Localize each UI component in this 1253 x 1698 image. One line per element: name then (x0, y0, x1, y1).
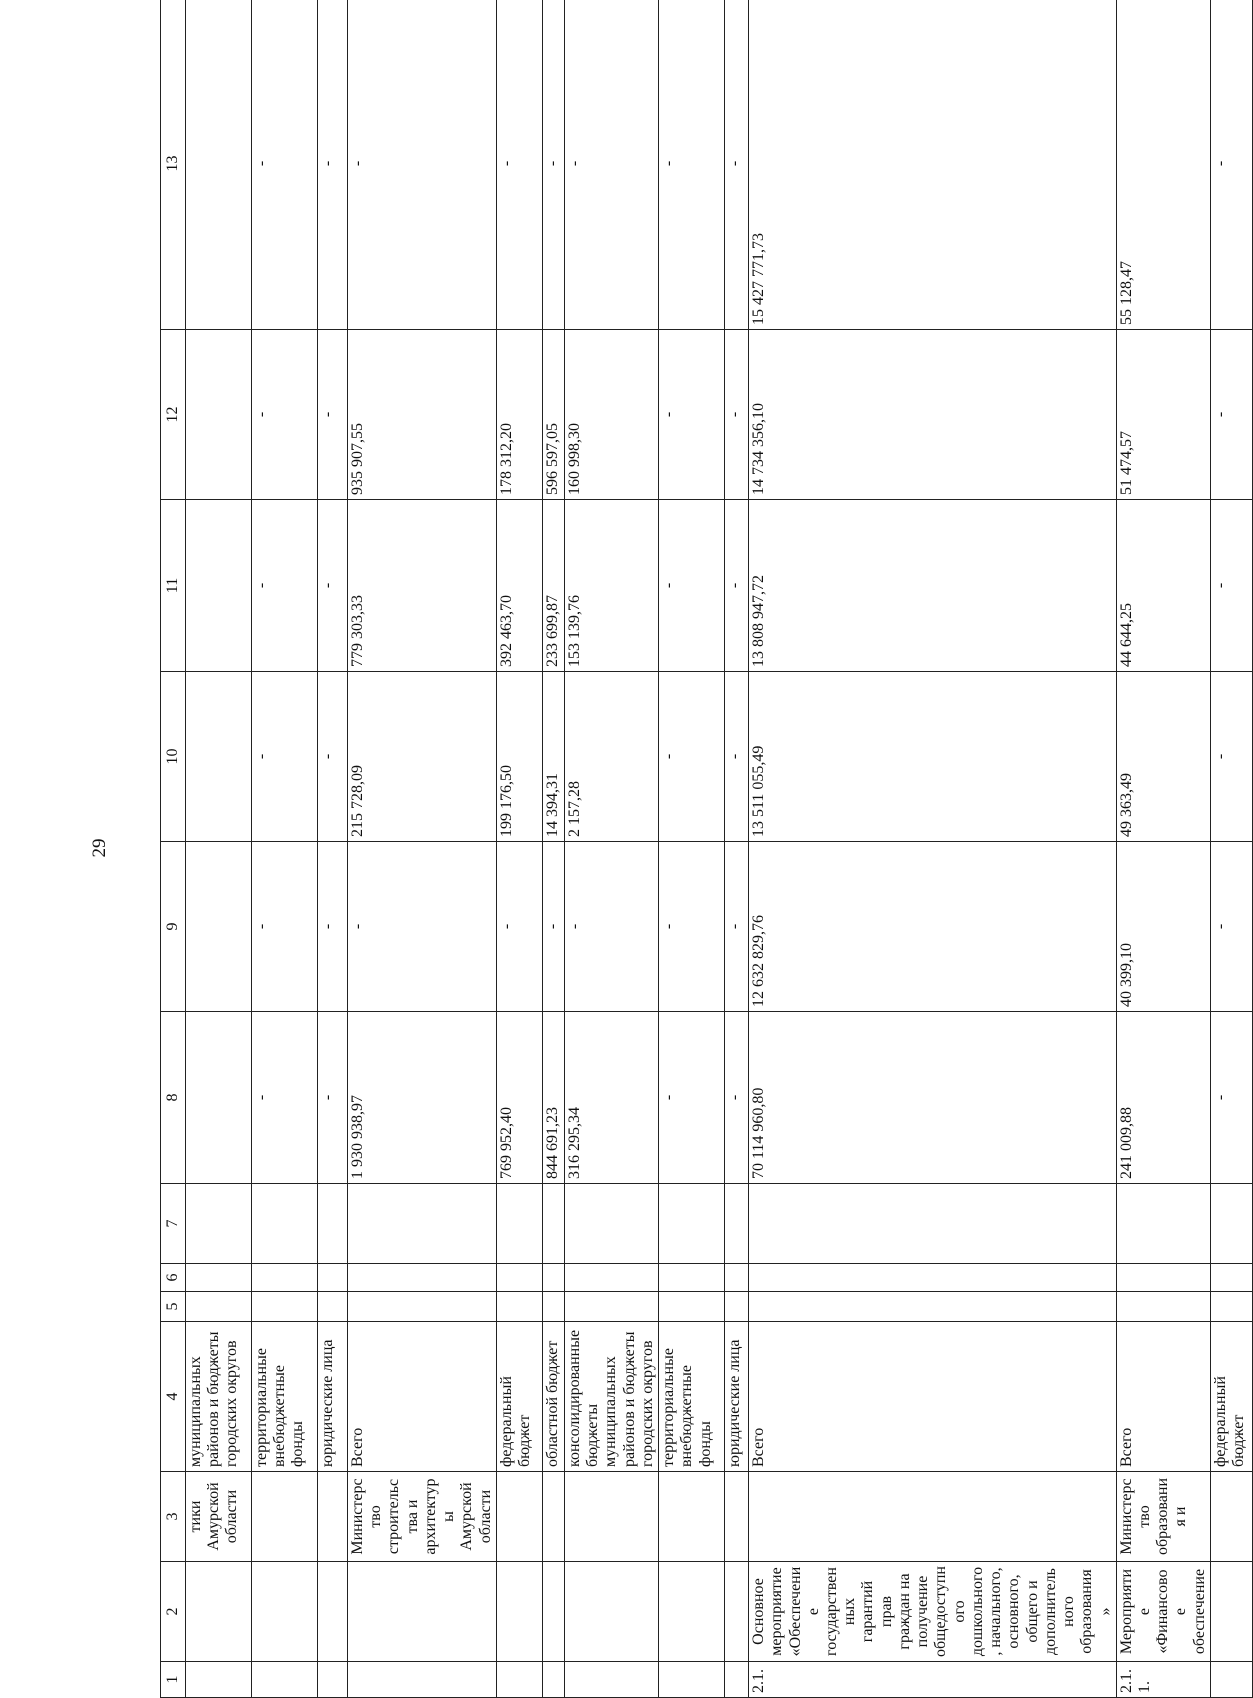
row-number (348, 1662, 497, 1698)
value-col-10: - (725, 672, 749, 842)
empty-cell (318, 1264, 348, 1292)
value-col-9: 12 632 829,76 (749, 842, 1117, 1012)
value-col-11: 779 303,33 (348, 500, 497, 672)
column-header: 11 (161, 500, 186, 672)
empty-cell (1210, 1184, 1252, 1264)
empty-cell (496, 1184, 542, 1264)
funding-source: Всего (749, 1322, 1117, 1472)
empty-cell (1116, 1264, 1210, 1292)
empty-cell (659, 1264, 725, 1292)
empty-cell (318, 1184, 348, 1264)
table-row (564, 0, 658, 1698)
value-col-13: - (659, 0, 725, 330)
value-col-10: - (252, 672, 318, 842)
total-value: - (252, 1012, 318, 1184)
empty-cell (564, 1264, 658, 1292)
funding-source: муниципальных районов и бюджеты городских округов (186, 1322, 252, 1472)
total-value: 70 114 960,80 (749, 1012, 1117, 1184)
empty-cell (186, 1264, 252, 1292)
empty-cell (564, 1292, 658, 1322)
empty-cell (496, 1264, 542, 1292)
value-col-9: - (659, 842, 725, 1012)
value-col-11: - (318, 500, 348, 672)
value-col-10: 2 157,28 (564, 672, 658, 842)
empty-cell (749, 1184, 1117, 1264)
value-col-10: 49 363,49 (1116, 672, 1210, 842)
funding-source: Всего (348, 1322, 497, 1472)
measure-name (725, 1562, 749, 1662)
value-col-11 (186, 500, 252, 672)
empty-cell (252, 1292, 318, 1322)
total-value: 1 930 938,97 (348, 1012, 497, 1184)
value-col-12: 51 474,57 (1116, 330, 1210, 500)
column-header: 8 (161, 1012, 186, 1184)
value-col-9 (186, 842, 252, 1012)
value-col-13: - (1210, 0, 1252, 330)
table-row (725, 0, 749, 1698)
value-col-12: - (659, 330, 725, 500)
empty-cell (1210, 1292, 1252, 1322)
value-col-12: - (318, 330, 348, 500)
value-col-13: 55 128,47 (1116, 0, 1210, 330)
measure-name: Мероприятие «Финансовое обеспечение (1116, 1562, 1210, 1662)
value-col-9: - (542, 842, 564, 1012)
funding-source: федеральный бюджет (1210, 1322, 1252, 1472)
column-header: 13 (161, 0, 186, 330)
empty-cell (749, 1292, 1117, 1322)
empty-cell (542, 1292, 564, 1322)
funding-source: юридические лица (318, 1322, 348, 1472)
empty-cell (1116, 1184, 1210, 1264)
value-col-10: 215 728,09 (348, 672, 497, 842)
responsible-executor (252, 1472, 318, 1562)
responsible-executor (749, 1472, 1117, 1562)
column-header: 3 (161, 1472, 186, 1562)
value-col-13: - (252, 0, 318, 330)
value-col-13 (186, 0, 252, 330)
total-value: - (659, 1012, 725, 1184)
column-header: 1 (161, 1662, 186, 1698)
measure-name (318, 1562, 348, 1662)
value-col-13: 15 427 771,73 (749, 0, 1117, 330)
rotated-table-wrapper (160, 0, 1248, 1698)
value-col-12 (186, 330, 252, 500)
empty-cell (659, 1292, 725, 1322)
value-col-10: - (318, 672, 348, 842)
empty-cell (252, 1264, 318, 1292)
responsible-executor (1210, 1472, 1252, 1562)
table-row (252, 0, 318, 1698)
value-col-13: - (348, 0, 497, 330)
empty-cell (496, 1292, 542, 1322)
table-row (186, 0, 252, 1698)
value-col-10: 13 511 055,49 (749, 672, 1117, 842)
value-col-10: - (659, 672, 725, 842)
empty-cell (186, 1292, 252, 1322)
header-row (161, 0, 186, 1698)
responsible-executor (496, 1472, 542, 1562)
value-col-12: - (725, 330, 749, 500)
value-col-12: 14 734 356,10 (749, 330, 1117, 500)
budget-table (160, 0, 1253, 1698)
table-row (496, 0, 542, 1698)
value-col-11: 392 463,70 (496, 500, 542, 672)
value-col-10: - (1210, 672, 1252, 842)
empty-cell (1210, 1264, 1252, 1292)
total-value: 769 952,40 (496, 1012, 542, 1184)
empty-cell (725, 1264, 749, 1292)
empty-cell (318, 1292, 348, 1322)
empty-cell (252, 1184, 318, 1264)
value-col-9: - (725, 842, 749, 1012)
funding-source: консолидированные бюджеты муниципальных районов и бюджеты городских округов (564, 1322, 658, 1472)
total-value (186, 1012, 252, 1184)
total-value: 316 295,34 (564, 1012, 658, 1184)
funding-source: Всего (1116, 1322, 1210, 1472)
responsible-executor: Министерство образования и (1116, 1472, 1210, 1562)
empty-cell (186, 1184, 252, 1264)
empty-cell (725, 1292, 749, 1322)
value-col-12: - (252, 330, 318, 500)
column-header: 10 (161, 672, 186, 842)
value-col-11: 13 808 947,72 (749, 500, 1117, 672)
empty-cell (348, 1184, 497, 1264)
total-value: - (318, 1012, 348, 1184)
value-col-9: - (348, 842, 497, 1012)
value-col-10: 199 176,50 (496, 672, 542, 842)
responsible-executor (542, 1472, 564, 1562)
measure-name (496, 1562, 542, 1662)
total-value: - (725, 1012, 749, 1184)
value-col-13: - (725, 0, 749, 330)
column-header: 4 (161, 1322, 186, 1472)
row-number: 2.1.1. (1116, 1662, 1210, 1698)
row-number (1210, 1662, 1252, 1698)
measure-name (542, 1562, 564, 1662)
value-col-12: 178 312,20 (496, 330, 542, 500)
column-header: 7 (161, 1184, 186, 1264)
row-number: 2.1. (749, 1662, 1117, 1698)
table-row (318, 0, 348, 1698)
measure-name (252, 1562, 318, 1662)
table-row (542, 0, 564, 1698)
funding-source: юридические лица (725, 1322, 749, 1472)
funding-source: территориальные внебюджетные фонды (659, 1322, 725, 1472)
value-col-13: - (496, 0, 542, 330)
measure-name (1210, 1562, 1252, 1662)
responsible-executor (659, 1472, 725, 1562)
value-col-9: - (318, 842, 348, 1012)
responsible-executor (725, 1472, 749, 1562)
value-col-12: - (1210, 330, 1252, 500)
row-number (725, 1662, 749, 1698)
total-value: - (1210, 1012, 1252, 1184)
table-row (348, 0, 497, 1698)
empty-cell (542, 1184, 564, 1264)
column-header: 2 (161, 1562, 186, 1662)
responsible-executor (564, 1472, 658, 1562)
row-number (318, 1662, 348, 1698)
row-number (252, 1662, 318, 1698)
responsible-executor: тики Амурской области (186, 1472, 252, 1562)
empty-cell (659, 1184, 725, 1264)
measure-name (348, 1562, 497, 1662)
empty-cell (348, 1292, 497, 1322)
measure-name (659, 1562, 725, 1662)
responsible-executor (318, 1472, 348, 1562)
value-col-9: - (252, 842, 318, 1012)
row-number (564, 1662, 658, 1698)
value-col-9: - (564, 842, 658, 1012)
value-col-10: 14 394,31 (542, 672, 564, 842)
value-col-12: 596 597,05 (542, 330, 564, 500)
funding-source: территориальные внебюджетные фонды (252, 1322, 318, 1472)
empty-cell (564, 1184, 658, 1264)
column-header: 6 (161, 1264, 186, 1292)
value-col-11: - (725, 500, 749, 672)
page-number: 29 (89, 838, 110, 858)
table-row (659, 0, 725, 1698)
measure-name (564, 1562, 658, 1662)
total-value: 241 009,88 (1116, 1012, 1210, 1184)
value-col-11: 44 644,25 (1116, 500, 1210, 672)
empty-cell (1116, 1292, 1210, 1322)
empty-cell (348, 1264, 497, 1292)
measure-name: Основное мероприятие «Обеспечение государственных гарантий прав граждан на получение общедоступного дошкольного, начального, основного, общего и дополнительного образования» (749, 1562, 1117, 1662)
value-col-11: 153 139,76 (564, 500, 658, 672)
value-col-11: - (252, 500, 318, 672)
column-header: 9 (161, 842, 186, 1012)
measure-name (186, 1562, 252, 1662)
responsible-executor: Министерство строительства и архитектуры Амурской области (348, 1472, 497, 1562)
value-col-11: - (659, 500, 725, 672)
value-col-13: - (564, 0, 658, 330)
table-row (749, 0, 1117, 1698)
value-col-12: 935 907,55 (348, 330, 497, 500)
funding-source: областной бюджет (542, 1322, 564, 1472)
value-col-9: 40 399,10 (1116, 842, 1210, 1012)
value-col-13: - (542, 0, 564, 330)
column-header: 12 (161, 330, 186, 500)
value-col-12: 160 998,30 (564, 330, 658, 500)
row-number (496, 1662, 542, 1698)
value-col-11: 233 699,87 (542, 500, 564, 672)
table-row (1116, 0, 1210, 1698)
empty-cell (542, 1264, 564, 1292)
row-number (186, 1662, 252, 1698)
value-col-10 (186, 672, 252, 842)
value-col-9: - (1210, 842, 1252, 1012)
empty-cell (725, 1184, 749, 1264)
empty-cell (749, 1264, 1117, 1292)
funding-source: федеральный бюджет (496, 1322, 542, 1472)
value-col-9: - (496, 842, 542, 1012)
row-number (659, 1662, 725, 1698)
column-header: 5 (161, 1292, 186, 1322)
value-col-11: - (1210, 500, 1252, 672)
value-col-13: - (318, 0, 348, 330)
table-row (1210, 0, 1252, 1698)
total-value: 844 691,23 (542, 1012, 564, 1184)
row-number (542, 1662, 564, 1698)
